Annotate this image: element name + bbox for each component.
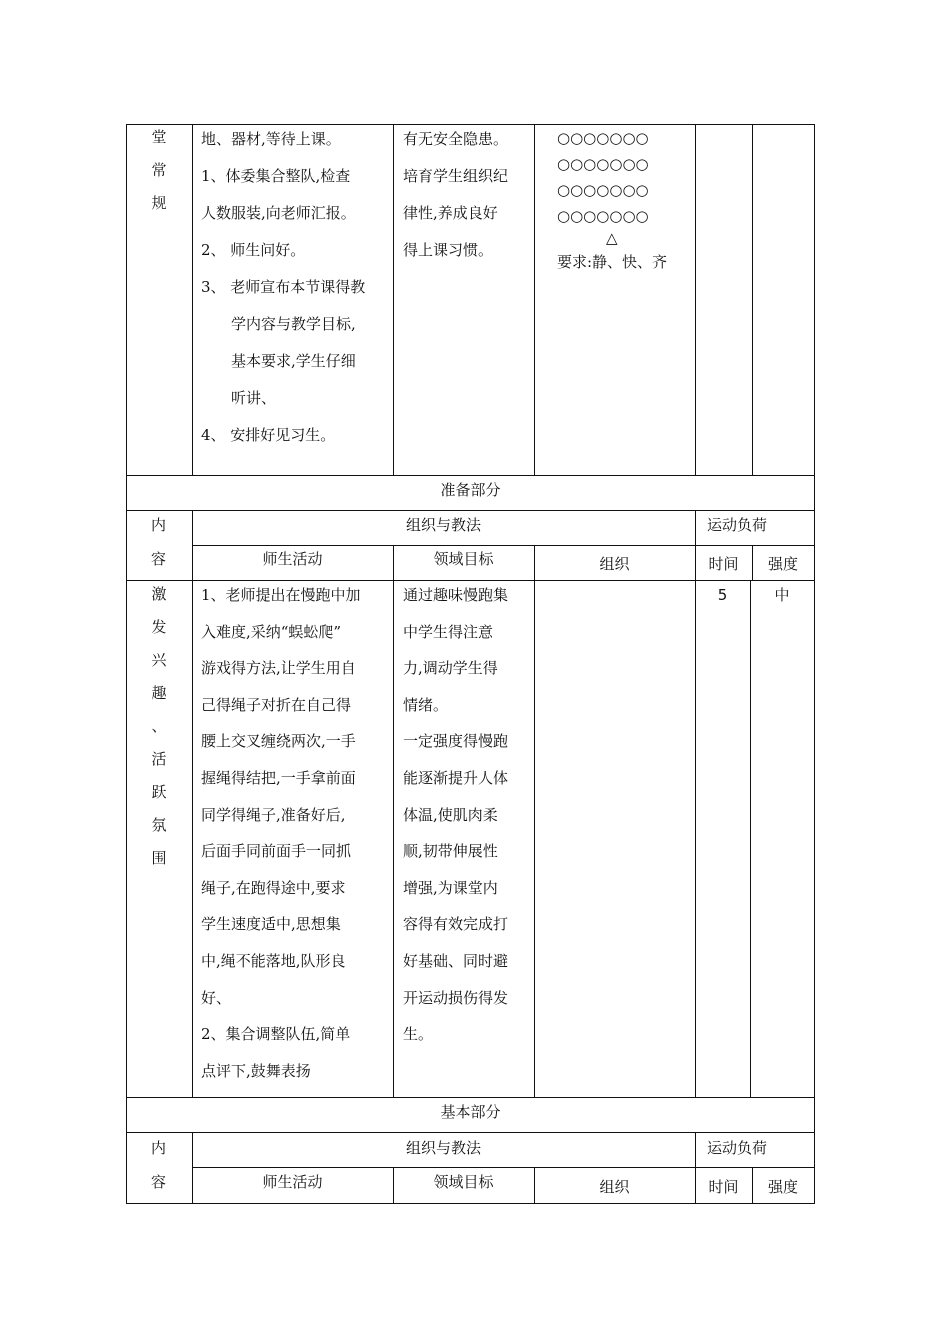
prep-header-goal: 领域目标 <box>433 550 494 568</box>
s2-intensity-value: 中 <box>774 586 790 604</box>
activity-line: 地、器材,等待上课。 <box>201 130 341 148</box>
formation-row: ○○○○○○○ <box>557 155 649 173</box>
prep-header-intensity: 强度 <box>767 555 798 573</box>
label-char: 、 <box>151 717 167 735</box>
label-char: 规 <box>151 194 167 212</box>
basic-header-org: 组织与教法 <box>405 1139 481 1157</box>
label-char: 活 <box>151 750 167 768</box>
goal-line: 得上课习惯。 <box>403 241 494 259</box>
table-top-border <box>126 124 815 125</box>
s2-col-divider <box>695 580 696 1097</box>
formation-row: ○○○○○○○ <box>557 181 649 199</box>
goal-line: 生。 <box>403 1025 434 1044</box>
basic-section-title: 基本部分 <box>440 1103 501 1121</box>
activity-line: 4、 安排好见习生。 <box>201 426 336 444</box>
basic-header-load: 运动负荷 <box>706 1139 767 1157</box>
goal-line: 力,调动学生得 <box>403 659 498 678</box>
goal-line: 中学生得注意 <box>403 622 494 641</box>
label-char: 发 <box>151 618 167 636</box>
basic-header-organize: 组织 <box>599 1178 630 1196</box>
table-right-border <box>814 124 815 1204</box>
activity-line: 1、体委集合整队,检查 <box>201 167 351 185</box>
goal-line: 顺,韧带伸展性 <box>403 842 498 861</box>
goal-line: 情绪。 <box>403 695 449 714</box>
basic-header-content-2: 容 <box>151 1173 167 1191</box>
s1-col-divider <box>192 124 193 475</box>
goal-line: 律性,养成良好 <box>403 204 498 222</box>
table-bottom-border <box>126 1203 815 1204</box>
label-char: 跃 <box>151 783 167 801</box>
goal-line: 开运动损伤得发 <box>403 988 509 1007</box>
s1-formation-requirement: 要求:静、快、齐 <box>557 253 668 271</box>
activity-line: 2、 师生问好。 <box>201 241 306 259</box>
s2-activity-text <box>201 585 361 1097</box>
prep-content-top-border <box>126 580 815 581</box>
s1-goal-text <box>403 129 508 277</box>
activity-line: 后面手同前面手一同抓 <box>201 842 352 861</box>
prep-header-content-1: 内 <box>151 516 167 534</box>
teacher-triangle-icon: △ <box>606 229 618 247</box>
basic-header-activity: 师生活动 <box>262 1173 323 1191</box>
activity-line: 好、 <box>201 988 232 1007</box>
basic-header-content-1: 内 <box>151 1139 167 1157</box>
activity-line: 1、老师提出在慢跑中加 <box>201 586 361 604</box>
activity-line: 中,绳不能落地,队形良 <box>201 951 346 970</box>
goal-line: 好基础、同时避 <box>403 951 509 970</box>
s2-col-divider <box>192 580 193 1097</box>
basic-header-time: 时间 <box>708 1178 739 1196</box>
basic-header-top-border <box>126 1132 815 1133</box>
activity-line: 同学得绳子,准备好后, <box>201 805 346 824</box>
s1-col-divider <box>393 124 394 475</box>
label-char: 围 <box>151 849 167 867</box>
s2-time-value: 5 <box>717 586 728 604</box>
activity-line: 己得绳子对折在自己得 <box>201 695 352 714</box>
prep-header-content-2: 容 <box>151 550 167 568</box>
goal-line: 一定强度得慢跑 <box>403 732 509 751</box>
s1-activity-text <box>201 129 365 462</box>
activity-line: 3、 老师宣布本节课得教 <box>201 278 366 296</box>
s2-content-label <box>149 578 169 875</box>
activity-line: 游戏得方法,让学生用自 <box>201 659 356 678</box>
activity-line: 基本要求,学生仔细 <box>231 352 356 370</box>
prep-section-title: 准备部分 <box>440 481 501 499</box>
s1-content-label <box>149 121 169 220</box>
activity-line: 2、集合调整队伍,简单 <box>201 1025 351 1044</box>
formation-row: ○○○○○○○ <box>557 207 649 225</box>
table-left-border <box>126 124 127 1204</box>
goal-line: 体温,使肌肉柔 <box>403 805 498 824</box>
activity-line: 入难度,采纳“蜈蚣爬” <box>201 622 342 641</box>
goal-line: 增强,为课堂内 <box>403 878 498 897</box>
activity-line: 学内容与教学目标, <box>231 315 356 333</box>
formation-row: ○○○○○○○ <box>557 129 649 147</box>
label-char: 激 <box>151 585 167 603</box>
prep-header-load: 运动负荷 <box>706 516 767 534</box>
label-char: 氛 <box>151 816 167 834</box>
goal-line: 容得有效完成打 <box>403 915 509 934</box>
s1-col-divider <box>695 124 696 475</box>
label-char: 兴 <box>151 651 167 669</box>
prep-header-org: 组织与教法 <box>405 516 481 534</box>
basic-header-goal: 领域目标 <box>433 1173 494 1191</box>
s1-col-divider <box>534 124 535 475</box>
basic-subheader-border <box>192 1167 815 1168</box>
s2-col-divider <box>750 580 751 1097</box>
activity-line: 学生速度适中,思想集 <box>201 915 341 934</box>
prep-title-top-border <box>126 475 815 476</box>
goal-line: 能逐渐提升人体 <box>403 768 509 787</box>
s1-col-divider <box>752 124 753 475</box>
s1-formation-diagram <box>557 128 649 232</box>
goal-line: 培育学生组织纪 <box>403 167 509 185</box>
goal-line: 通过趣味慢跑集 <box>403 586 509 604</box>
activity-line: 绳子,在跑得途中,要求 <box>201 878 346 897</box>
prep-header-top-border <box>126 510 815 511</box>
s2-col-divider <box>393 580 394 1097</box>
activity-line: 听讲、 <box>231 389 277 407</box>
activity-line: 人数服装,向老师汇报。 <box>201 204 356 222</box>
label-char: 常 <box>151 161 167 179</box>
s2-goal-text <box>403 585 508 1061</box>
s2-col-divider <box>534 580 535 1097</box>
prep-header-time: 时间 <box>708 555 739 573</box>
activity-line: 握绳得结把,一手拿前面 <box>201 768 356 787</box>
activity-line: 腰上交叉缠绕两次,一手 <box>201 732 356 751</box>
prep-header-organize: 组织 <box>599 555 630 573</box>
goal-line: 有无安全隐患。 <box>403 130 509 148</box>
prep-subheader-border <box>192 545 815 546</box>
basic-header-intensity: 强度 <box>767 1178 798 1196</box>
prep-header-activity: 师生活动 <box>262 550 323 568</box>
label-char: 趣 <box>151 684 167 702</box>
activity-line: 点评下,鼓舞表扬 <box>201 1061 311 1080</box>
label-char: 堂 <box>151 128 167 146</box>
